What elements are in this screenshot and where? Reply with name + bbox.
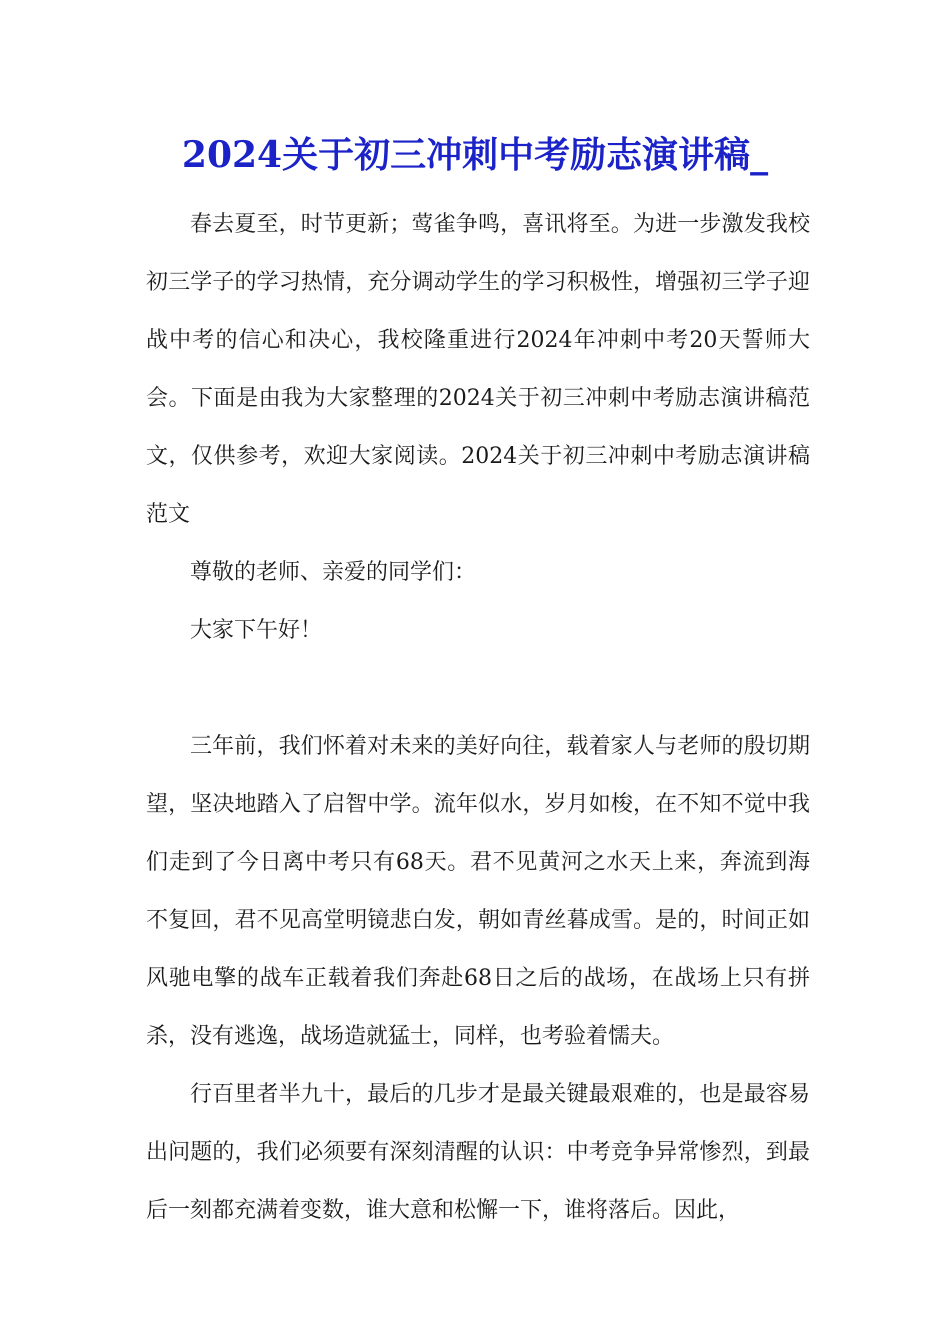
intro-paragraph: 春去夏至，时节更新；莺雀争鸣，喜讯将至。为进一步激发我校初三学子的学习热情，充分调动学生的学习积极性，增强初三学子迎战中考的信心和决心，我校隆重进行2024年冲刺中考20天誓师大会。下面是由我为大家整理的2024关于初三冲刺中考励志演讲稿范文，仅供参考，欢迎大家阅读。2024关于初三冲刺中考励志演讲稿范文 <box>146 212 810 527</box>
salutation-paragraph: 尊敬的老师、亲爱的同学们： <box>190 560 477 585</box>
document-body <box>146 196 810 1240</box>
document-title: 2024关于初三冲刺中考励志演讲稿_ <box>181 134 769 176</box>
body-paragraph-2: 行百里者半九十，最后的几步才是最关键最艰难的，也是最容易出问题的，我们必须要有深刻清醒的认识：中考竞争异常惨烈，到最后一刻都充满着变数，谁大意和松懈一下，谁将落后。因此， <box>146 1082 810 1223</box>
greeting-paragraph: 大家下午好！ <box>190 618 323 643</box>
blank-line <box>146 660 810 718</box>
body-paragraph-1: 三年前，我们怀着对未来的美好向往，载着家人与老师的殷切期望，坚决地踏入了启智中学。流年似水，岁月如梭，在不知不觉中我们走到了今日离中考只有68天。君不见黄河之水天上来，奔流到海不复回，君不见高堂明镜悲白发，朝如青丝暮成雪。是的，时间正如风驰电擎的战车正载着我们奔赴68日之后的战场，在战场上只有拼杀，没有逃逸，战场造就猛士，同样，也考验着懦夫。 <box>146 734 810 1049</box>
